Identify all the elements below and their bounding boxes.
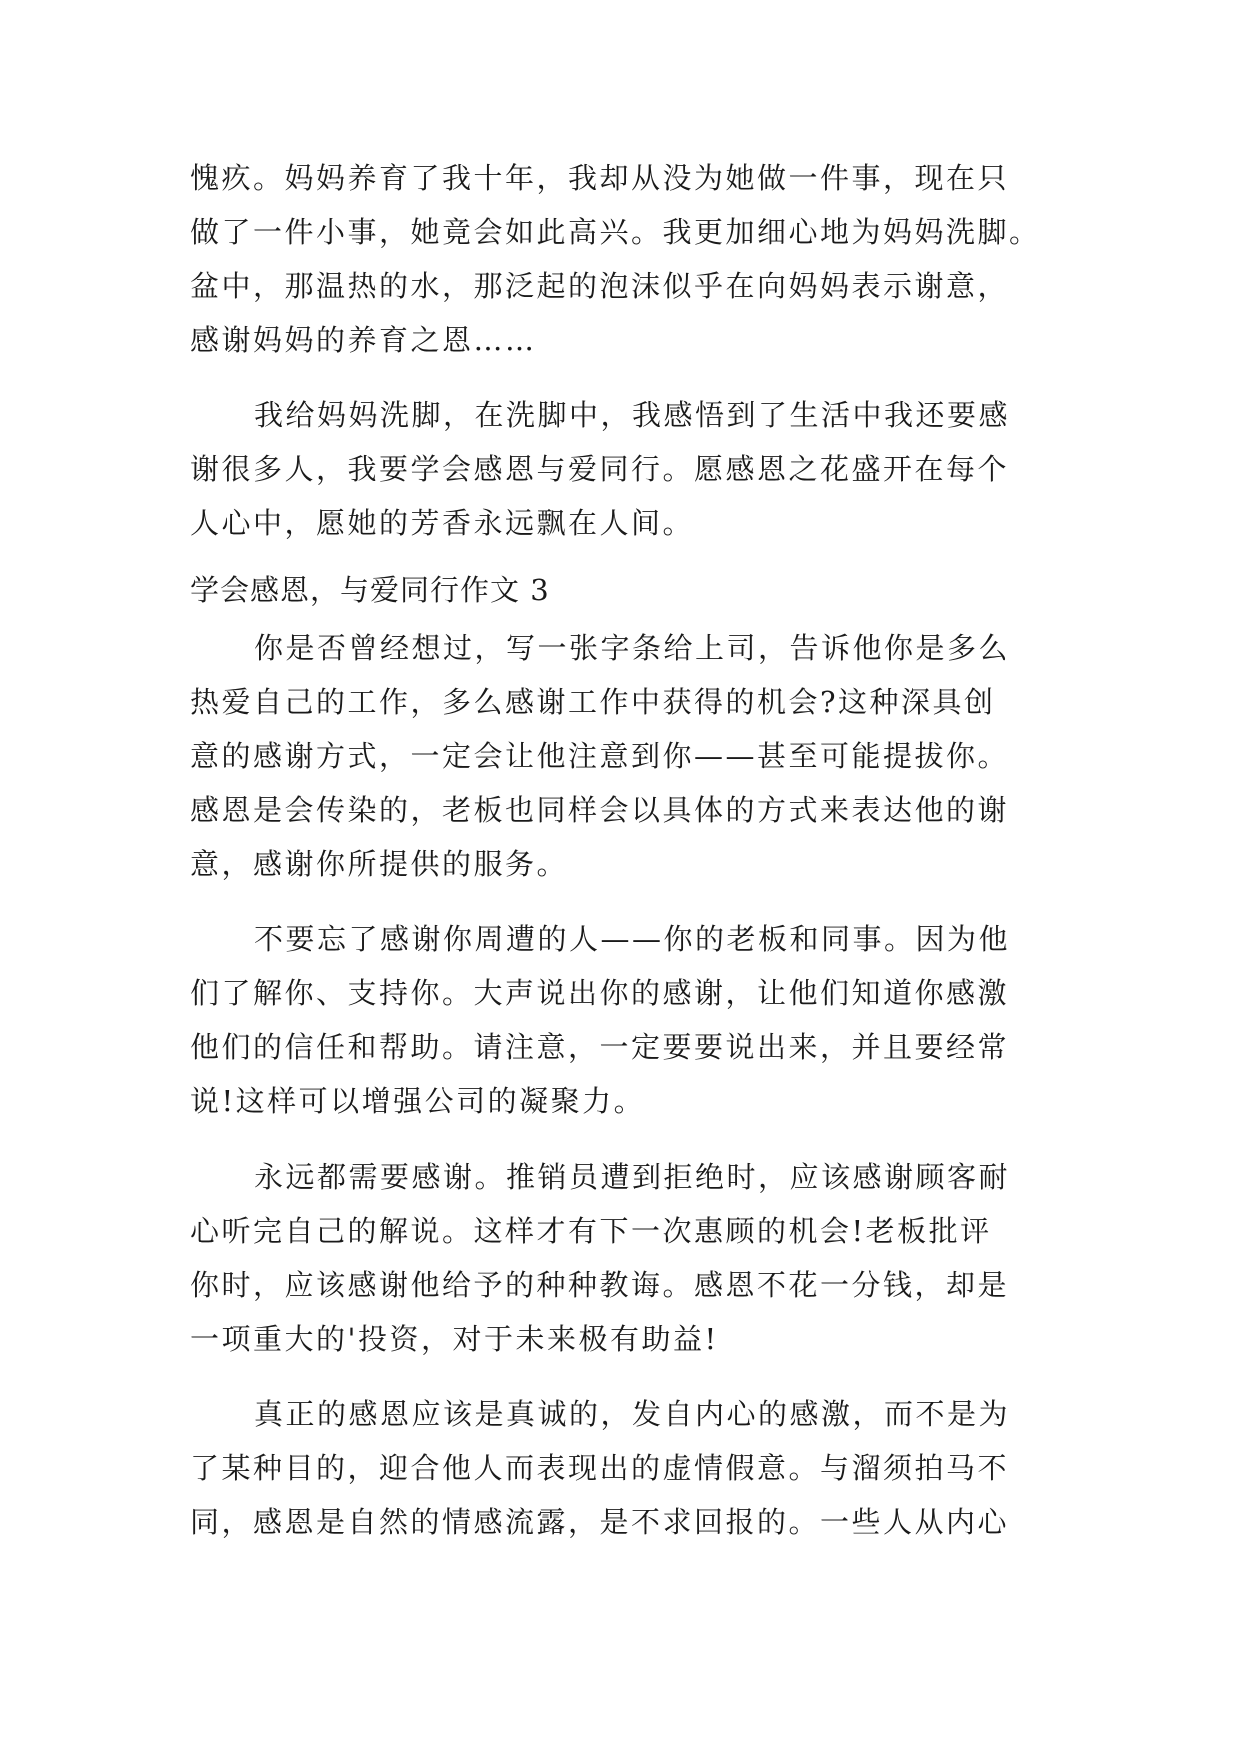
text-line: 愧疚。妈妈养育了我十年，我却从没为她做一件事，现在只 (190, 161, 1010, 195)
text-line: 们了解你、支持你。大声说出你的感谢，让他们知道你感激 (190, 976, 1010, 1010)
paragraph-first-line: 你是否曾经想过，写一张字条给上司，告诉他你是多么 (254, 631, 1011, 665)
text-line: 一项重大的'投资，对于未来极有助益! (190, 1322, 719, 1356)
text-line: 他们的信任和帮助。请注意，一定要要说出来，并且要经常 (190, 1030, 1010, 1064)
paragraph-first-line: 永远都需要感谢。推销员遭到拒绝时，应该感谢顾客耐 (254, 1160, 1011, 1194)
paragraph-first-line: 不要忘了感谢你周遭的人——你的老板和同事。因为他 (254, 922, 1011, 956)
text-line: 意的感谢方式，一定会让他注意到你——甚至可能提拔你。 (190, 739, 1010, 773)
text-line: 人心中，愿她的芳香永远飘在人间。 (190, 506, 695, 540)
text-line: 了某种目的，迎合他人而表现出的虚情假意。与溜须拍马不 (190, 1451, 1010, 1485)
text-line: 同，感恩是自然的情感流露，是不求回报的。一些人从内心 (190, 1505, 1010, 1539)
text-line: 心听完自己的解说。这样才有下一次惠顾的机会!老板批评 (190, 1214, 992, 1248)
section-heading: 学会感恩，与爱同行作文 3 (190, 573, 550, 607)
text-line: 做了一件小事，她竟会如此高兴。我更加细心地为妈妈洗脚。 (190, 215, 1041, 249)
text-line: 你时，应该感谢他给予的种种教诲。感恩不花一分钱，却是 (190, 1268, 1010, 1302)
text-line: 盆中，那温热的水，那泛起的泡沫似乎在向妈妈表示谢意， (190, 269, 1010, 303)
text-line: 感谢妈妈的养育之恩…… (190, 323, 537, 357)
paragraph-first-line: 真正的感恩应该是真诚的，发自内心的感激，而不是为 (254, 1397, 1011, 1431)
text-line: 说!这样可以增强公司的凝聚力。 (190, 1084, 646, 1118)
text-line: 谢很多人，我要学会感恩与爱同行。愿感恩之花盛开在每个 (190, 452, 1010, 486)
text-line: 感恩是会传染的，老板也同样会以具体的方式来表达他的谢 (190, 793, 1010, 827)
paragraph-first-line: 我给妈妈洗脚，在洗脚中，我感悟到了生活中我还要感 (254, 398, 1011, 432)
text-line: 热爱自己的工作，多么感谢工作中获得的机会?这种深具创 (190, 685, 996, 719)
text-line: 意，感谢你所提供的服务。 (190, 847, 569, 881)
